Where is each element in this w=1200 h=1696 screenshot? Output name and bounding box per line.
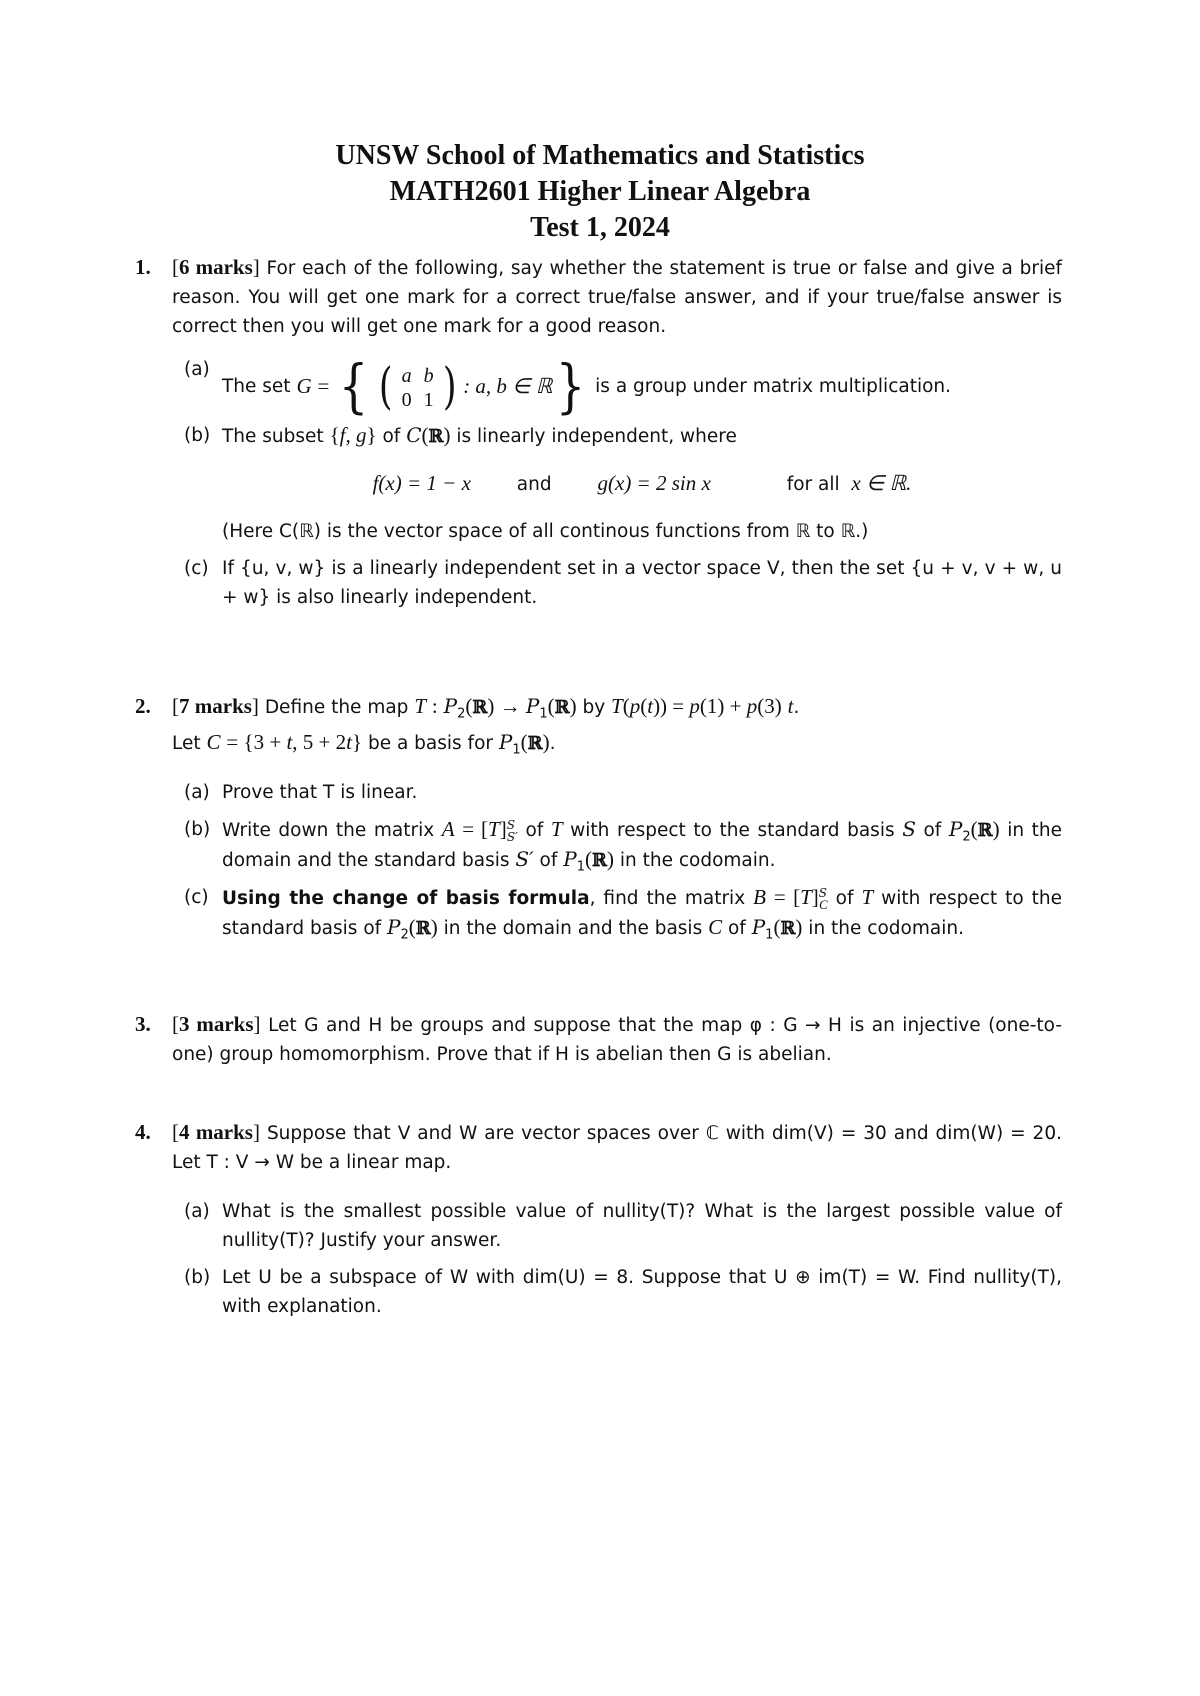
marks-label: [3 marks] bbox=[172, 1012, 261, 1036]
question-3: 3. [3 marks] Let G and H be groups and suppose that the map φ : G → H is an injective (one-to-one) group homomorphism. Prove that if H is abelian then G is abelian. bbox=[135, 1012, 1063, 1065]
group-set-definition: The set G = { ( a b 0 1 ) : a, b ∈ ℝ } is a group under matrix multiplication. bbox=[222, 352, 952, 420]
part-label: (a) bbox=[184, 359, 210, 380]
course-title: MATH2601 Higher Linear Algebra bbox=[389, 176, 811, 207]
part-label: (b) bbox=[184, 425, 211, 446]
test-title: Test 1, 2024 bbox=[530, 212, 670, 243]
question-1b: (b) The subset {f, g} of C(ℝ) is linearly independent, where f(x) = 1 − x and g(x) = 2 sin x for all x ∈ ℝ. (Here C(ℝ) is the vector space of all continous functions from ℝ to ℝ.) bbox=[172, 421, 1062, 546]
function-definitions: f(x) = 1 − x and g(x) = 2 sin x for all x ∈ ℝ. bbox=[372, 471, 912, 495]
part-label: (a) bbox=[184, 782, 210, 803]
part-label: (c) bbox=[184, 558, 209, 579]
question-4a: (a) What is the smallest possible value of nullity(T)? What is the largest possible value of nullity(T)? Justify your answer. bbox=[172, 1197, 1062, 1255]
school-title: UNSW School of Mathematics and Statistics bbox=[335, 140, 865, 171]
question-2b: (b) Write down the matrix $A = [T]^S_{S'}$ of T with respect to the standard basis S of $P_2(ℝ)$ in the domain and the standard basis S′ of $P_1(ℝ)$ in the codomain. bbox=[184, 817, 1063, 875]
question-2 bbox=[135, 692, 1063, 943]
set-condition: : a, b ∈ ℝ bbox=[463, 373, 553, 398]
question-1a bbox=[172, 352, 1062, 420]
part-label: (a) bbox=[184, 1201, 210, 1222]
question-2a: (a) Prove that T is linear. bbox=[172, 778, 1062, 807]
question-4b: (b) Let U be a subspace of W with dim(U) = 8. Suppose that U ⊕ im(T) = W. Find nullity(T), with explanation. bbox=[172, 1263, 1062, 1321]
exam-header bbox=[0, 138, 1200, 246]
marks-label: [6 marks] bbox=[172, 255, 260, 279]
question-number: 3. bbox=[135, 1012, 151, 1036]
question-1 bbox=[135, 253, 1062, 612]
marks-label: [4 marks] bbox=[172, 1120, 260, 1144]
question-2c: (c) Using the change of basis formula, find the matrix $B = [T]^S_C$ of T with respect to the standard basis of $P_2(ℝ)$ in the domain and the basis C of $P_1(ℝ)$ in the codomain. bbox=[184, 885, 1062, 943]
marks-label: [7 marks] bbox=[172, 694, 259, 718]
question-number: 1. bbox=[135, 255, 151, 279]
question-number: 4. bbox=[135, 1120, 151, 1144]
part-label: (c) bbox=[184, 887, 209, 908]
matrix: ( a b 0 1 ) bbox=[379, 357, 457, 415]
question-4: 4. [4 marks] Suppose that V and W are vector spaces over ℂ with dim(V) = 30 and dim(W) = 20. Let T : V → W be a linear map. (a) What is the smallest possible value of nullity(T)? What is the largest possible value of nullity(T)? Justify your answer. (b) Let U be a subspace of W with dim(U) = 8. Suppose that U ⊕ im(T) = W. Find nullity(T), with explanation. bbox=[172, 1118, 1062, 1321]
question-1c: (c) If {u, v, w} is a linearly independent set in a vector space V, then the set {u + v, v + w, u + w} is also linearly independent. bbox=[172, 554, 1062, 612]
question-2-intro: [7 marks] Define the map T : $P_2(ℝ)$ → $P_1(ℝ)$ by T(p(t)) = p(1) + p(3) t. bbox=[172, 694, 800, 722]
left-brace: { bbox=[338, 352, 369, 420]
part-label: (b) bbox=[184, 1267, 211, 1288]
part-label: (b) bbox=[184, 819, 211, 840]
question-1-intro: [6 marks] For each of the following, say whether the statement is true or false and give a brief reason. You will get one mark for a correct true/false answer, and if your true/false answer is correct then you will get one mark for a good reason. bbox=[172, 255, 1062, 337]
note: (Here C(ℝ) is the vector space of all continous functions from ℝ to ℝ.) bbox=[222, 521, 869, 542]
basis-definition: Let C = {3 + t, 5 + 2t} be a basis for $P_1(ℝ)$. bbox=[172, 730, 556, 758]
right-brace: } bbox=[556, 352, 586, 420]
question-number: 2. bbox=[135, 694, 151, 718]
